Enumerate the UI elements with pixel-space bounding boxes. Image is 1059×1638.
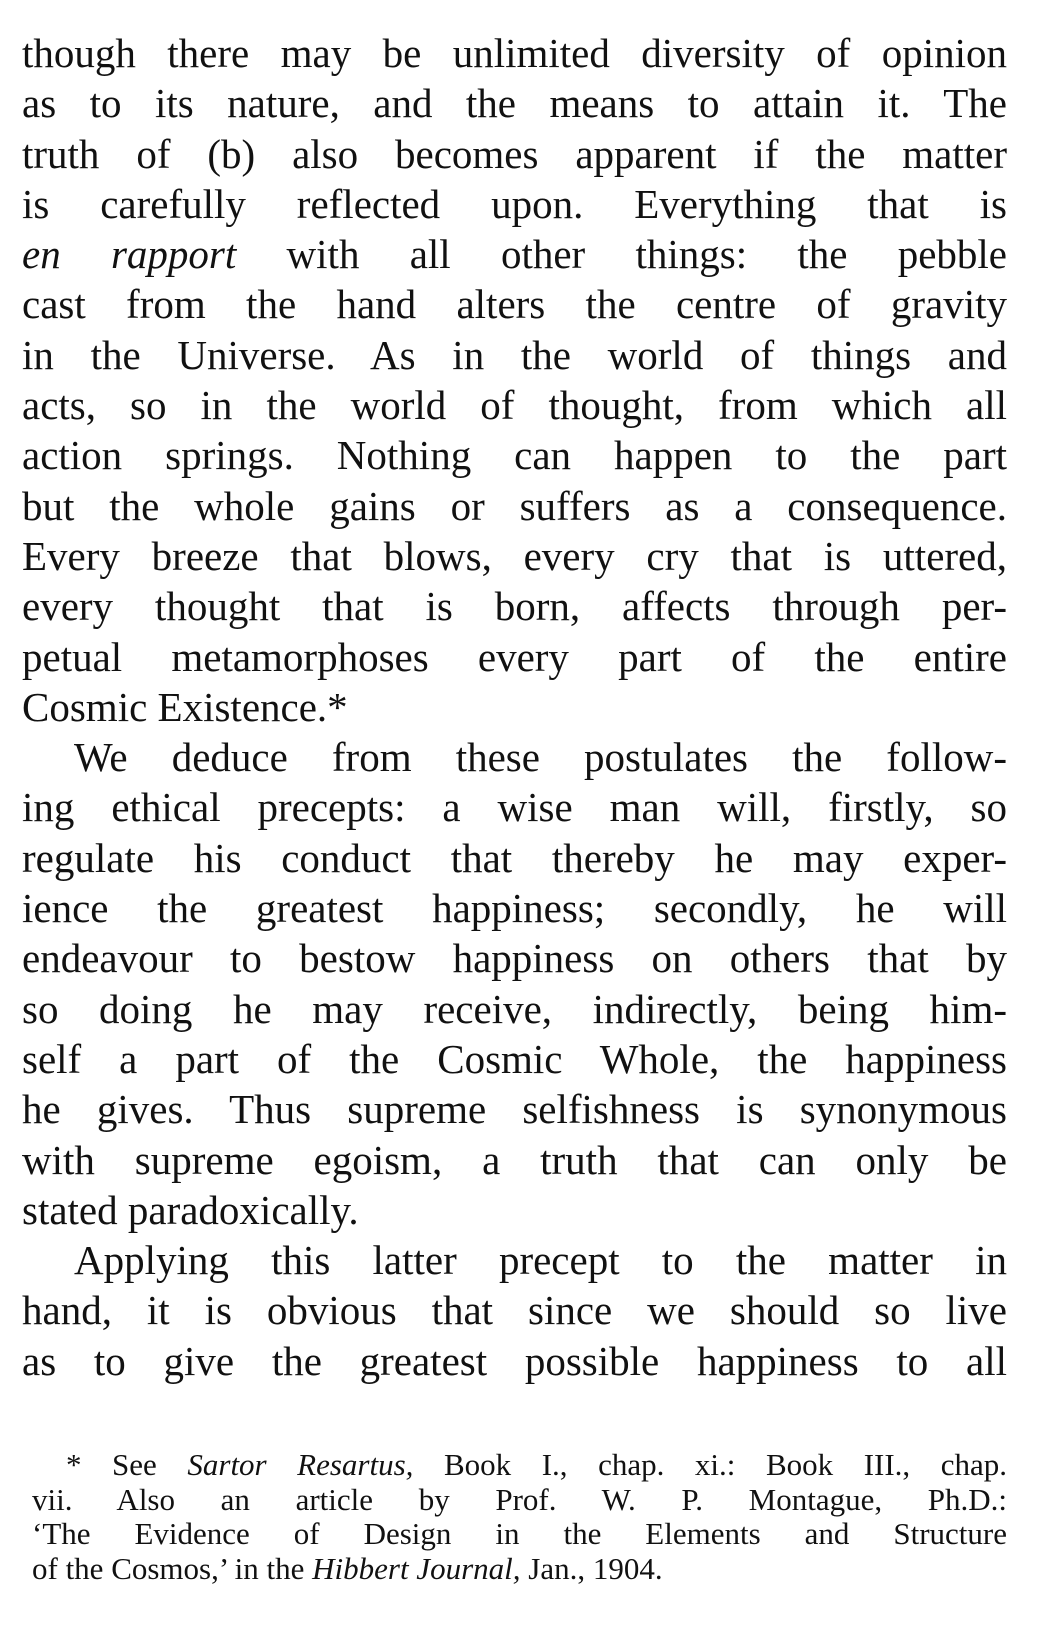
text-line: cast from the hand alters the centre of gravity bbox=[22, 281, 1007, 328]
text-line: is carefully reflected upon. Everything that is bbox=[22, 180, 1007, 227]
text-fragment: with all other things: the pebble bbox=[236, 231, 1008, 278]
paragraph-1 bbox=[22, 28, 1007, 732]
text-fragment: Book I., chap. xi.: Book III., chap. bbox=[413, 1447, 1007, 1482]
text-line: stated paradoxically. bbox=[22, 1186, 359, 1233]
footnote-line bbox=[32, 1552, 1007, 1587]
text-line: with supreme egoism, a truth that can only be bbox=[22, 1136, 1007, 1183]
text-line: petual metamorphoses every part of the entire bbox=[22, 633, 1007, 680]
text-fragment: of the Cosmos,’ in the bbox=[32, 1550, 313, 1586]
text-fragment: Jan., 1904. bbox=[520, 1550, 663, 1586]
body-text bbox=[22, 28, 1007, 1386]
text-line: endeavour to bestow happiness on others that by bbox=[22, 935, 1007, 982]
text-line: acts, so in the world of thought, from which all bbox=[22, 382, 1007, 429]
text-line: every thought that is born, affects through per- bbox=[22, 583, 1007, 630]
text-line: but the whole gains or suffers as a consequence. bbox=[22, 482, 1007, 529]
footnote-line bbox=[32, 1448, 1007, 1483]
paragraph-2 bbox=[22, 732, 1007, 1235]
text-line: action springs. Nothing can happen to the part bbox=[22, 432, 1007, 479]
italic-title: Hibbert Journal, bbox=[312, 1550, 521, 1586]
text-line: truth of (b) also becomes apparent if the matter bbox=[22, 130, 1007, 177]
text-line: though there may be unlimited diversity of opinion bbox=[22, 30, 1007, 76]
text-line: he gives. Thus supreme selfishness is synonymous bbox=[22, 1086, 1007, 1133]
text-line: Cosmic Existence.* bbox=[22, 683, 348, 730]
footnote bbox=[32, 1448, 1007, 1586]
text-line: We deduce from these postulates the follow- bbox=[74, 734, 1007, 781]
text-line: so doing he may receive, indirectly, being him- bbox=[22, 985, 1007, 1032]
text-line: ing ethical precepts: a wise man will, firstly, so bbox=[22, 784, 1007, 831]
text-line: hand, it is obvious that since we should so live bbox=[22, 1287, 1007, 1334]
text-line: Applying this latter precept to the matter in bbox=[74, 1237, 1007, 1284]
paragraph-3 bbox=[22, 1235, 1007, 1386]
text-line: in the Universe. As in the world of things and bbox=[22, 331, 1007, 378]
footnote-line: vii. Also an article by Prof. W. P. Montague, Ph.D.: bbox=[32, 1481, 1007, 1517]
text-line: regulate his conduct that thereby he may exper- bbox=[22, 834, 1007, 881]
italic-title: Sartor Resartus, bbox=[187, 1447, 414, 1482]
italic-phrase: en rapport bbox=[22, 231, 237, 278]
text-line: Every breeze that blows, every cry that is uttered, bbox=[22, 532, 1007, 579]
text-line: as to its nature, and the means to attain it. The bbox=[22, 80, 1007, 127]
footnote-line: ‘The Evidence of Design in the Elements and Structure bbox=[32, 1516, 1007, 1551]
text-line: as to give the greatest possible happiness to all bbox=[22, 1337, 1007, 1384]
text-line-italic-start bbox=[22, 229, 1007, 279]
text-line: self a part of the Cosmic Whole, the happiness bbox=[22, 1035, 1007, 1082]
text-line: ience the greatest happiness; secondly, he will bbox=[22, 885, 1007, 932]
text-fragment: * See bbox=[66, 1447, 188, 1482]
